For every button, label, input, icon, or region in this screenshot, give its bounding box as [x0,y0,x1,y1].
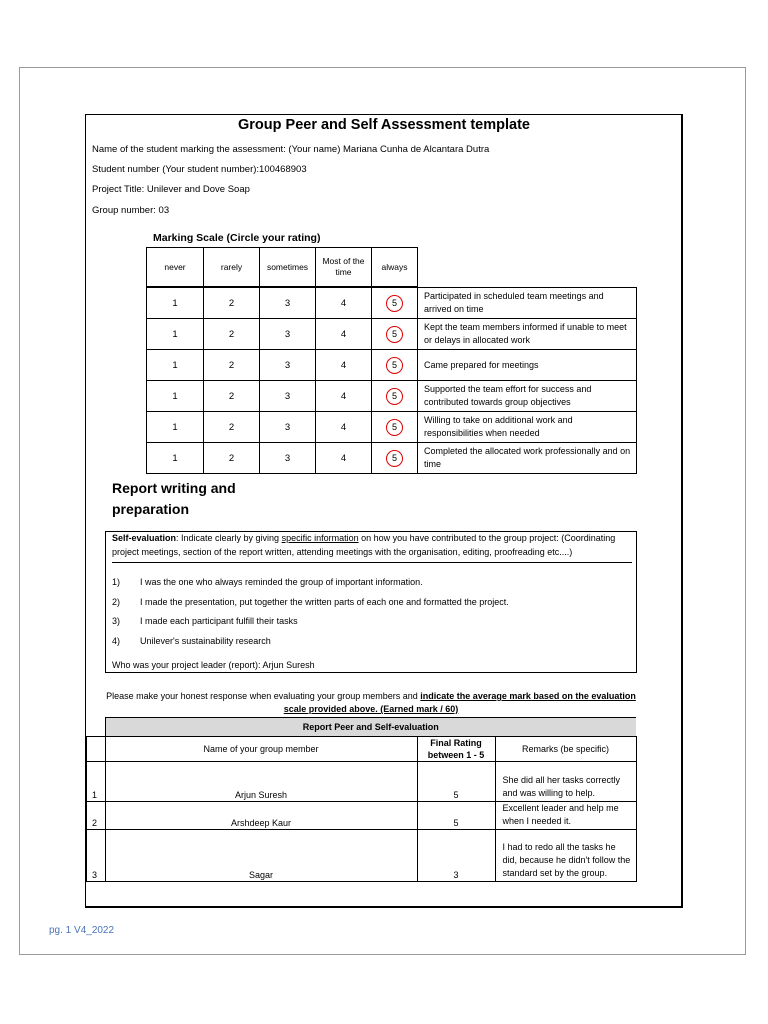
score-cell[interactable] [147,350,204,381]
member-rating[interactable]: 3 [417,830,495,882]
project-leader-field: Who was your project leader (report): Arjun Suresh [112,660,315,670]
specific-information-text: specific information [281,533,359,543]
criterion-row [147,443,637,474]
score-value: 2 [228,328,235,340]
criterion-row [147,350,637,381]
score-cell[interactable] [372,350,418,381]
contribution-number: 2) [112,596,121,607]
selected-score: 5 [386,419,403,436]
score-value: 1 [172,359,178,371]
score-cell[interactable] [372,288,418,319]
contribution-number: 4) [112,635,121,646]
self-evaluation-label: Self-evaluation [112,533,177,543]
score-value: 1 [172,452,178,464]
group-number-field: Group number: 03 [92,205,170,216]
contribution-item [112,577,509,597]
contribution-text: I made each participant fulfill their tasks [140,616,298,626]
score-cell[interactable] [147,319,204,350]
member-name-header: Name of your group member [105,737,417,762]
score-value: 2 [228,390,235,402]
final-rating-header-text: Final Rating between 1 - 5 [427,738,485,760]
member-number: 1 [87,762,106,802]
contribution-number: 3) [112,616,121,626]
score-value: 3 [284,359,291,371]
marking-scale-header [146,247,418,287]
score-cell[interactable] [260,288,316,319]
score-cell[interactable] [316,381,372,412]
contribution-item [112,597,509,617]
page-footer: pg. 1 V4_2022 [49,925,115,936]
score-value: 4 [340,452,347,464]
criterion-description: Completed the allocated work professionally and on time [418,443,637,474]
score-cell[interactable] [260,350,316,381]
student-number-field: Student number (Your student number):100468903 [92,164,307,175]
score-cell[interactable] [316,443,372,474]
score-value: 3 [284,328,291,340]
selected-score: 5 [386,388,403,405]
criterion-row [147,288,637,319]
score-cell[interactable] [147,443,204,474]
score-value: 4 [340,359,347,371]
student-name-field: Name of the student marking the assessment: (Your name) Mariana Cunha de Alcantara Dutra [92,144,490,155]
criterion-description: Willing to take on additional work and responsibilities when needed [418,412,637,443]
criterion-row [147,381,637,412]
instructions-text: Please make your honest response when evaluating your group members and [106,691,421,701]
num-header-cell [87,737,106,762]
scale-header-most: Most of the time [316,248,372,287]
self-evaluation-box [105,531,637,673]
score-value: 3 [284,390,291,402]
member-row [87,762,637,802]
score-cell[interactable] [260,412,316,443]
member-name: Sagar [105,830,417,882]
contribution-list [112,577,509,655]
score-cell[interactable] [204,319,260,350]
member-row [87,802,637,830]
criteria-table [146,287,637,474]
selected-score: 5 [386,450,403,467]
score-cell[interactable] [372,443,418,474]
member-rating[interactable]: 5 [417,762,495,802]
project-title-field: Project Title: Unilever and Dove Soap [92,184,250,195]
score-cell[interactable] [260,319,316,350]
page-title: Group Peer and Self Assessment template [238,117,530,133]
member-rating[interactable]: 5 [417,802,495,830]
member-name: Arshdeep Kaur [105,802,417,830]
scale-header-never: never [147,248,204,287]
score-value: 2 [228,452,235,464]
score-cell[interactable] [316,288,372,319]
score-value: 4 [340,297,347,309]
criterion-row [147,412,637,443]
score-value: 2 [228,421,235,433]
score-value: 3 [284,297,291,309]
score-cell[interactable] [147,288,204,319]
score-value: 1 [172,297,178,309]
criterion-description: Participated in scheduled team meetings and arrived on time [418,288,637,319]
score-cell[interactable] [147,412,204,443]
contribution-text: Unilever's sustainability research [140,635,271,646]
score-cell[interactable] [204,288,260,319]
marking-scale-caption: Marking Scale (Circle your rating) [153,232,321,244]
evaluation-section-title-text: Report Peer and Self-evaluation [302,722,439,732]
scale-header-always: always [372,248,418,287]
member-number: 3 [87,830,106,882]
score-value: 1 [172,421,178,433]
score-cell[interactable] [147,381,204,412]
score-cell[interactable] [316,412,372,443]
instructions-emphasis: indicate the average mark based on the evaluation scale provided above. (Earned mark / 60) [283,691,636,714]
remarks-header: Remarks (be specific) [495,737,636,762]
score-value: 1 [172,328,178,340]
member-row [87,830,637,882]
score-value: 1 [172,390,178,402]
score-value: 2 [228,359,235,371]
score-cell[interactable] [372,319,418,350]
scale-header-sometimes: sometimes [260,248,316,287]
contribution-item [112,636,509,656]
selected-score: 5 [386,295,403,312]
score-cell[interactable] [372,412,418,443]
score-cell[interactable] [260,443,316,474]
score-value: 4 [340,390,347,402]
member-number: 2 [87,802,106,830]
self-evaluation-intro-text: : Indicate clearly by giving [176,533,282,543]
score-value: 3 [284,421,291,433]
score-value: 4 [340,328,347,340]
score-cell[interactable] [372,381,418,412]
final-rating-header [417,737,495,762]
member-remarks[interactable]: I had to redo all the tasks he did, because he didn't follow the standard set by the group. [495,830,636,882]
contribution-text: I made the presentation, put together the written parts of each one and formatted the project. [140,596,509,607]
self-evaluation-intro-rest: on how you have contributed to the group project: (Coordinating project meetings, section of the report written, attending meetings with the organisation, editing, proofreading etc....) [112,533,616,557]
criterion-row [147,319,637,350]
peer-evaluation-table [86,717,637,882]
corner-cell [87,718,106,737]
score-cell[interactable] [316,319,372,350]
scale-header-rarely: rarely [204,248,260,287]
criterion-description: Supported the team effort for success and contributed towards group objectives [418,381,637,412]
selected-score: 5 [386,326,403,343]
member-remarks[interactable]: She did all her tasks correctly and was willing to help. [495,762,636,802]
section-heading [112,478,262,520]
criterion-description: Kept the team members informed if unable to meet or delays in allocated work [418,319,637,350]
member-remarks[interactable]: Excellent leader and help me when I needed it. [495,802,636,830]
score-cell[interactable] [204,350,260,381]
score-cell[interactable] [204,412,260,443]
criterion-description: Came prepared for meetings [418,350,637,381]
score-value: 2 [228,297,235,309]
contribution-item [112,616,509,636]
score-value: 3 [284,452,291,464]
selected-score: 5 [386,357,403,374]
section-heading-text: Report writing and preparation [112,480,236,517]
member-name: Arjun Suresh [105,762,417,802]
contribution-number: 1) [112,577,121,587]
contribution-text: I was the one who always reminded the group of important information. [140,577,423,587]
score-cell[interactable] [316,350,372,381]
self-evaluation-intro [112,532,632,563]
score-cell[interactable] [204,381,260,412]
evaluation-section-title [105,718,636,737]
score-cell[interactable] [260,381,316,412]
evaluation-instructions [105,690,637,716]
score-cell[interactable] [204,443,260,474]
score-value: 4 [340,421,347,433]
